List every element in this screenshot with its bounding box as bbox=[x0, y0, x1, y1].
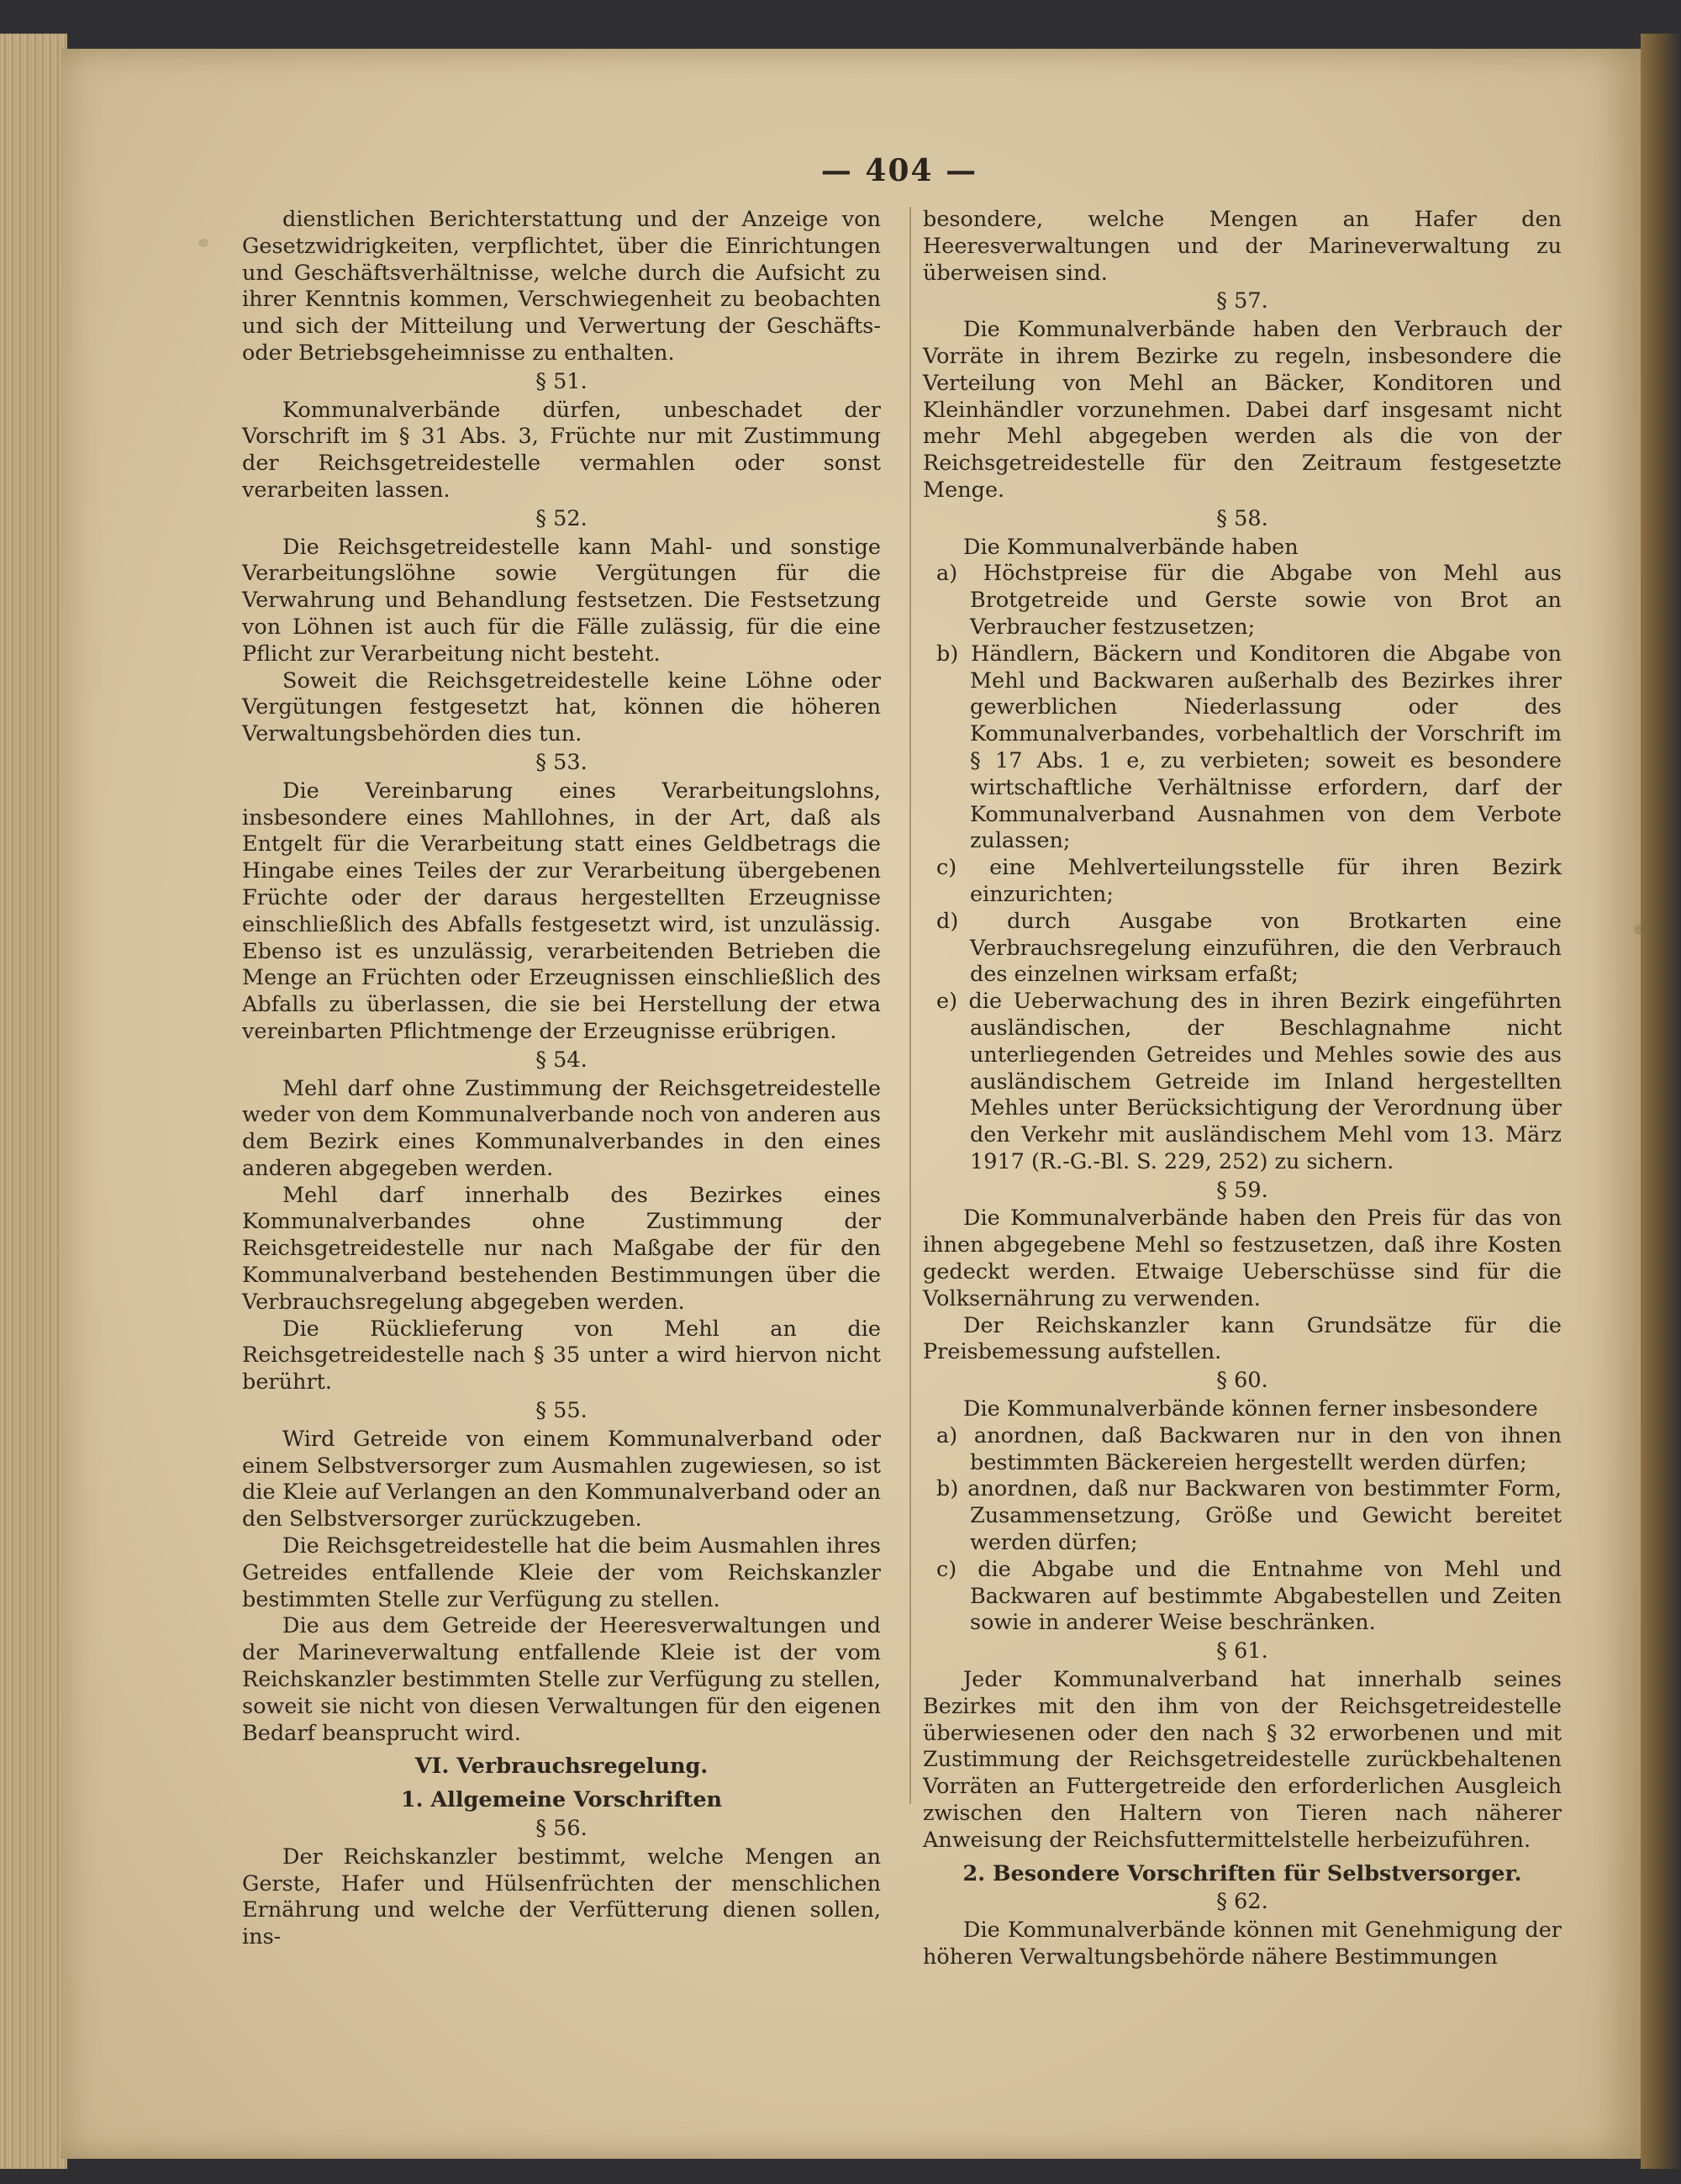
paragraph: Die Vereinbarung eines Verarbeitungslohns, insbesondere eines Mahllohnes, in der Art, daß als Entgelt für die Verarbeitung statt eines Geldbetrags die Hingabe eines Teiles der zur Verarbeitung übergebenen Früchte oder der daraus hergestellten Erzeugnisse einschließlich des Abfalls festgesetzt wird, ist unzulässig. Ebenso ist es unzulässig, verarbeitenden Betrieben die Menge an Früchten oder Erzeugnissen einschließlich des Abfalls zu überlassen, die sie bei Herstellung der etwa vereinbarten Pflichtmenge der Erzeugnisse erübrigen. bbox=[242, 778, 881, 1044]
paragraph: Jeder Kommunalverband hat innerhalb seines Bezirkes mit den ihm von der Reichsgetreidestelle überwiesenen oder den nach § 32 erworbenen und mit Zustimmung der Reichsgetreidestelle zurückbehaltenen Vorräten an Futtergetreide den erforderlichen Ausgleich zwischen den Haltern von Tieren nach näherer Anweisung der Reichsfuttermittelstelle herbeizuführen. bbox=[923, 1667, 1562, 1853]
paragraph: Die aus dem Getreide der Heeresverwaltungen und der Marineverwaltung entfallende Kleie ist der vom Reichskanzler bestimmten Stelle zur Verfügung zu stellen, soweit sie nicht von diesen Verwaltungen für den eigenen Bedarf beansprucht wird. bbox=[242, 1613, 881, 1746]
list-item: c) eine Mehlverteilungsstelle für ihren Bezirk einzurichten; bbox=[936, 855, 1562, 907]
paragraph: Die Kommunalverbände haben den Preis für das von ihnen abgegebene Mehl so festzusetzen, daß ihre Kosten gedeckt werden. Etwaige Ueberschüsse sind für die Volksernährung zu verwenden. bbox=[923, 1205, 1562, 1311]
paragraph: Mehl darf innerhalb des Bezirkes eines Kommunalverbandes ohne Zustimmung der Reichsgetreidestelle nur nach Maßgabe der für den Kommunalverband bestehenden Bestimmungen über die Verbrauchsregelung abgegeben werden. bbox=[242, 1182, 881, 1315]
list-intro: Die Kommunalverbände können ferner insbesondere bbox=[963, 1396, 1538, 1422]
ink-spot bbox=[1634, 925, 1642, 935]
page-stack-edges bbox=[0, 34, 67, 2169]
list-item: c) die Abgabe und die Entnahme von Mehl und Backwaren auf bestimmte Abgabestellen und Zeiten sowie in anderer Weise beschränken. bbox=[936, 1556, 1562, 1636]
left-column bbox=[242, 207, 881, 1951]
page-number: — 404 — bbox=[820, 153, 978, 188]
section-heading: § 60. bbox=[1216, 1368, 1268, 1394]
section-heading: § 52. bbox=[535, 505, 588, 531]
paragraph: Mehl darf ohne Zustimmung der Reichsgetreidestelle weder von dem Kommunalverbande noch von anderen aus dem Bezirk eines Kommunalverbandes in den eines anderen abgegeben werden. bbox=[242, 1075, 881, 1181]
paragraph: Die Reichsgetreidestelle kann Mahl- und sonstige Verarbeitungslöhne sowie Vergütungen für die Verwahrung und Behandlung festsetzen. Die Festsetzung von Löhnen ist auch für die Fälle zulässig, für die eine Pflicht zur Verarbeitung nicht besteht. bbox=[242, 534, 881, 667]
paragraph: Soweit die Reichsgetreidestelle keine Löhne oder Vergütungen festgesetzt hat, können die höheren Verwaltungsbehörden dies tun. bbox=[242, 667, 881, 747]
section-heading: § 54. bbox=[535, 1047, 588, 1073]
section-heading: § 59. bbox=[1216, 1177, 1268, 1203]
section-heading: § 56. bbox=[535, 1816, 588, 1842]
paragraph: besondere, welche Mengen an Hafer den Heeresverwaltungen und der Marineverwaltung zu überweisen sind. bbox=[923, 207, 1562, 286]
binding-shadow bbox=[1641, 34, 1681, 2169]
list-item: e) die Ueberwachung des in ihren Bezirk eingeführten ausländischen, der Beschlagnahme nicht unterliegenden Getreides und Mehles sowie des aus ausländischem Getreide im Inland hergestellten Mehles unter Berücksichtigung der Verordnung über den Verkehr mit ausländischem Mehl vom 13. März 1917 (R.-G.-Bl. S. 229, 252) zu sichern. bbox=[936, 989, 1562, 1174]
list-intro: Die Kommunalverbände haben bbox=[963, 534, 1299, 560]
list-item: a) Höchstpreise für die Abgabe von Mehl aus Brotgetreide und Gerste sowie von Brot an Verbraucher festzusetzen; bbox=[936, 561, 1562, 640]
section-heading: § 55. bbox=[535, 1398, 588, 1424]
paragraph: Die Kommunalverbände können mit Genehmigung der höheren Verwaltungsbehörde nähere Bestimmungen bbox=[923, 1918, 1562, 1970]
section-heading: § 51. bbox=[535, 368, 588, 394]
section-heading: § 61. bbox=[1216, 1638, 1268, 1664]
paragraph: Kommunalverbände dürfen, unbeschadet der Vorschrift im § 31 Abs. 3, Früchte nur mit Zustimmung der Reichsgetreidestelle vermahlen oder sonst verarbeiten lassen. bbox=[242, 397, 881, 503]
section-heading: § 53. bbox=[535, 749, 588, 775]
ink-spot bbox=[198, 239, 208, 247]
paragraph: Die Kommunalverbände haben den Verbrauch der Vorräte in ihrem Bezirke zu regeln, insbesondere die Verteilung von Mehl an Bäcker, Konditoren und Kleinhändler vorzunehmen. Dabei darf insgesamt nicht mehr Mehl abgegeben werden als die von der Reichsgetreidestelle für den Zeitraum festgesetzte Menge. bbox=[923, 317, 1562, 503]
paragraph: dienstlichen Berichterstattung und der Anzeige von Gesetzwidrigkeiten, verpflichtet, über die Einrichtungen und Geschäftsverhältnisse, welche durch die Aufsicht zu ihrer Kenntnis kommen, Verschwiegenheit zu beobachten und sich der Mitteilung und Verwertung der Geschäfts- oder Betriebsgeheimnisse zu enthalten. bbox=[242, 207, 881, 366]
list-item: a) anordnen, daß Backwaren nur in den von ihnen bestimmten Bäckereien hergestellt werden dürfen; bbox=[936, 1422, 1562, 1475]
chapter-heading: 2. Besondere Vorschriften für Selbstversorger. bbox=[962, 1860, 1522, 1886]
chapter-heading: VI. Verbrauchsregelung. bbox=[414, 1754, 709, 1780]
list-item: b) anordnen, daß nur Backwaren von bestimmter Form, Zusammensetzung, Größe und Gewicht bereitet werden dürfen; bbox=[936, 1476, 1562, 1556]
paragraph: Die Rücklieferung von Mehl an die Reichsgetreidestelle nach § 35 unter a wird hiervon nicht berührt. bbox=[242, 1316, 881, 1395]
section-heading: § 62. bbox=[1216, 1889, 1268, 1915]
right-column bbox=[923, 207, 1562, 1971]
section-heading: § 58. bbox=[1216, 505, 1268, 531]
paragraph: Die Reichsgetreidestelle hat die beim Ausmahlen ihres Getreides entfallende Kleie der vom Reichskanzler bestimmten Stelle zur Verfügung zu stellen. bbox=[242, 1533, 881, 1612]
paragraph: Wird Getreide von einem Kommunalverband oder einem Selbstversorger zum Ausmahlen zugewiesen, so ist die Kleie auf Verlangen an den Kommunalverband oder an den Selbstversorger zurückzugeben. bbox=[242, 1426, 881, 1532]
chapter-heading: 1. Allgemeine Vorschriften bbox=[400, 1787, 723, 1813]
paragraph: Der Reichskanzler bestimmt, welche Mengen an Gerste, Hafer und Hülsenfrüchten der menschlichen Ernährung und welche der Verfütterung dienen sollen, ins- bbox=[242, 1844, 881, 1950]
list-item: d) durch Ausgabe von Brotkarten eine Verbrauchsregelung einzuführen, die den Verbrauch des einzelnen wirksam erfaßt; bbox=[936, 908, 1562, 988]
paragraph: Der Reichskanzler kann Grundsätze für die Preisbemessung aufstellen. bbox=[923, 1312, 1562, 1365]
list-item: b) Händlern, Bäckern und Konditoren die Abgabe von Mehl und Backwaren außerhalb des Bezirkes ihrer gewerblichen Niederlassung oder des Kommunalverbandes, vorbehaltlich der Vorschrift im § 17 Abs. 1 e, zu verbieten; soweit es besondere wirtschaftliche Verhältnisse erfordern, darf der Kommunalverband Ausnahmen von dem Verbote zulassen; bbox=[936, 641, 1562, 854]
column-divider bbox=[909, 207, 911, 1804]
section-heading: § 57. bbox=[1216, 288, 1268, 314]
